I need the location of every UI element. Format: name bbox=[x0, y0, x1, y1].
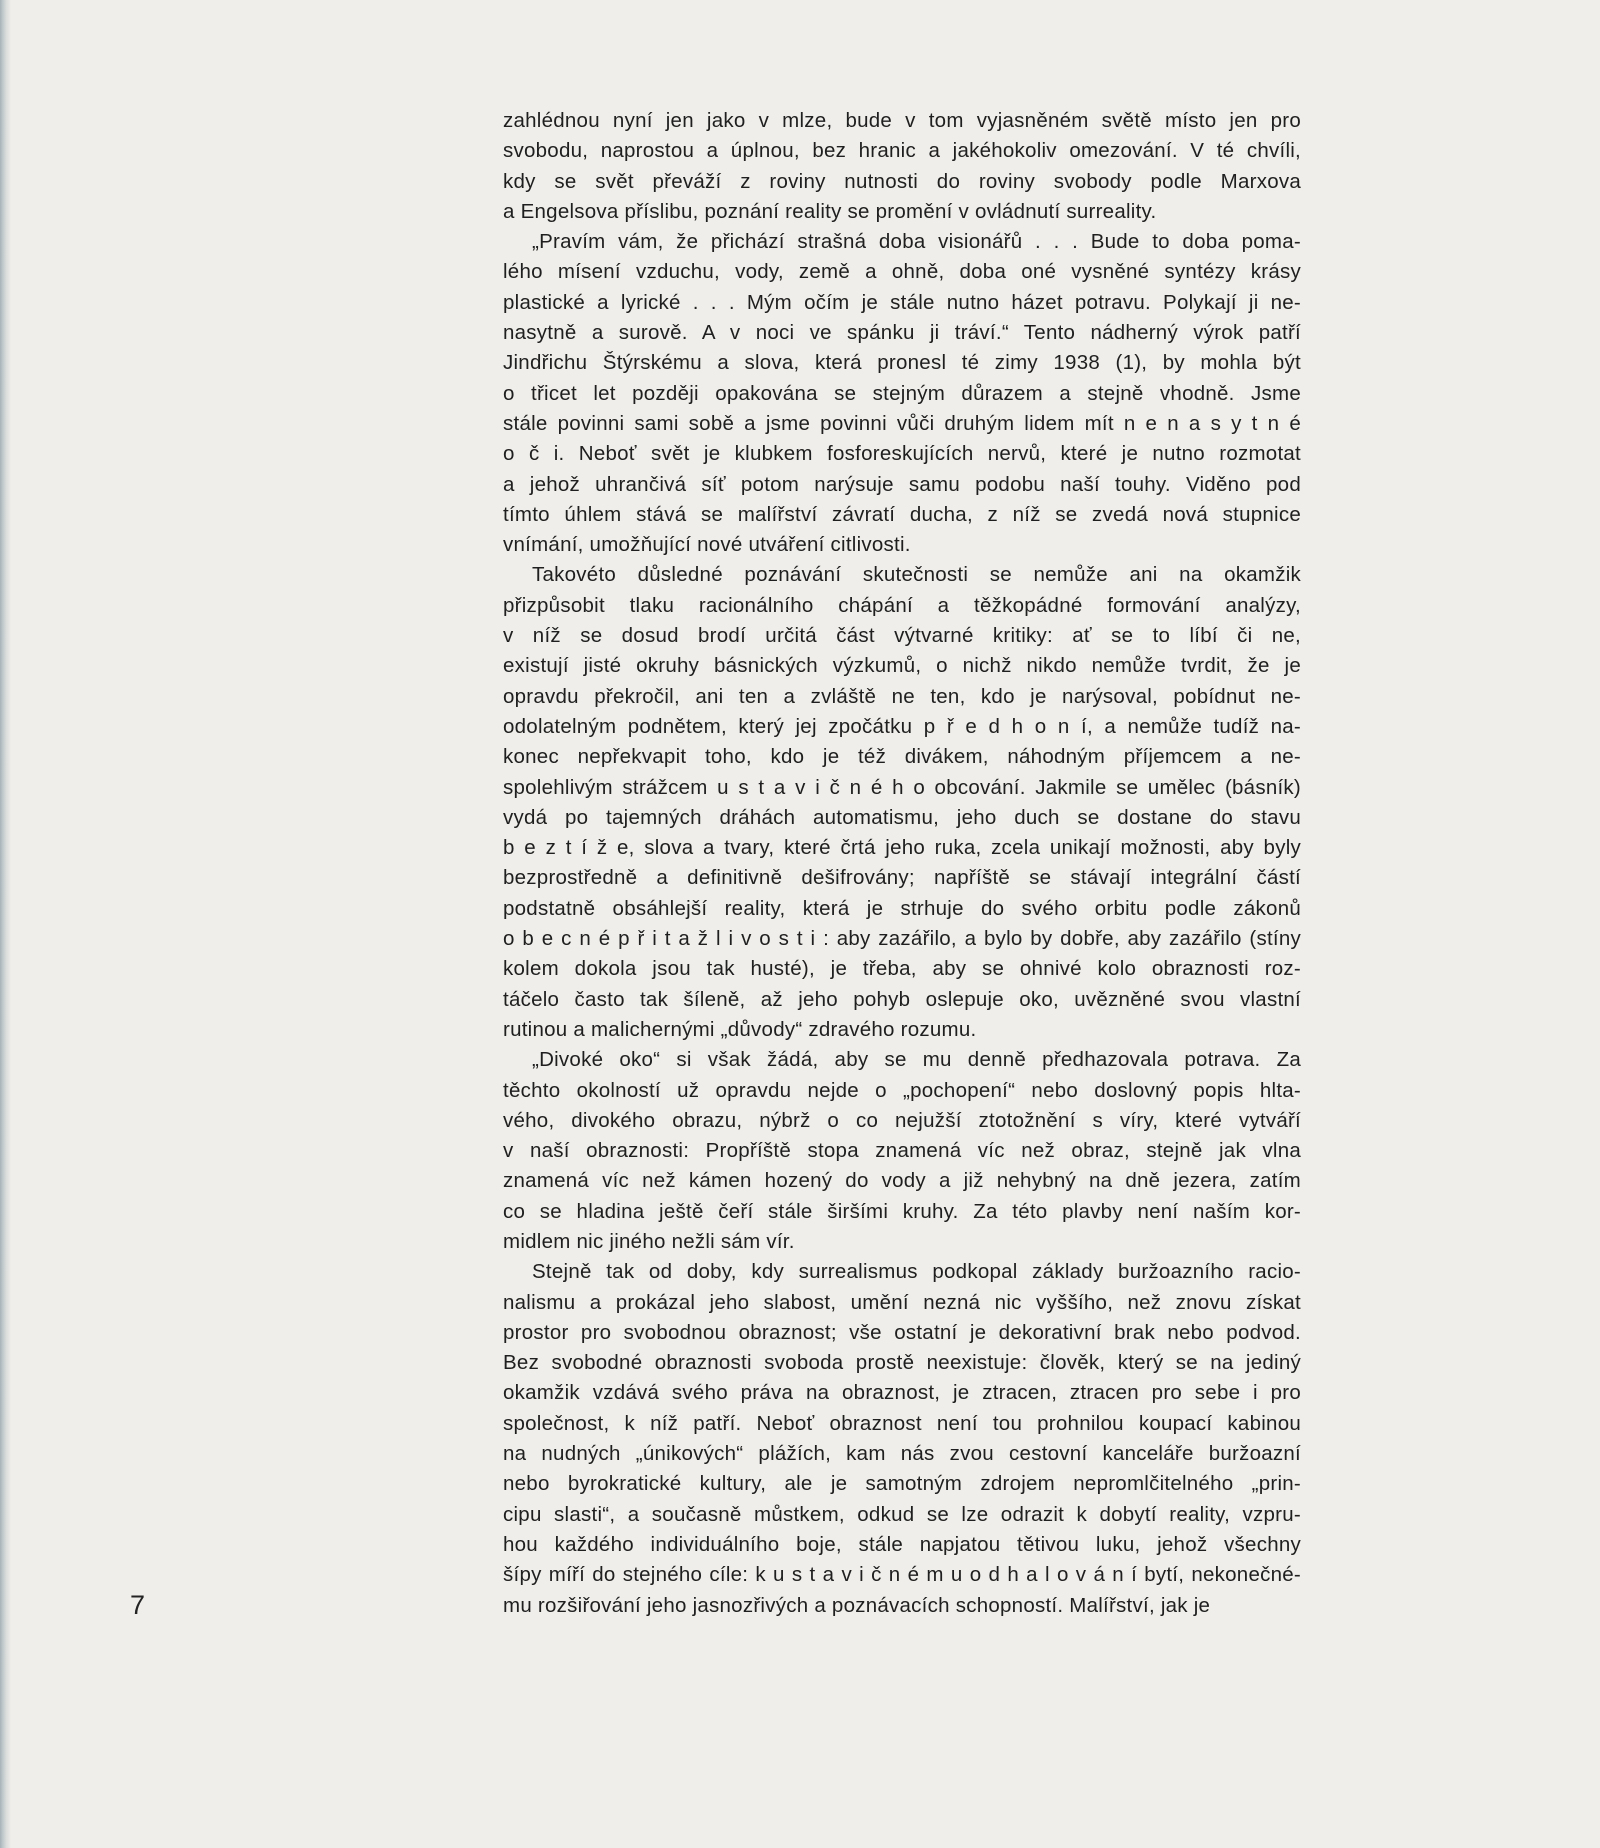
text-line: v níž se dosud brodí určitá část výtvarné kritiky: ať se to líbí či ne, bbox=[503, 624, 1301, 648]
page-number: 7 bbox=[130, 1590, 146, 1620]
text-line: podstatně obsáhlejší reality, která je strhuje do svého orbitu podle zákonů bbox=[503, 896, 1301, 920]
text-line: stále povinni sami sobě a jsme povinni vůči druhým lidem mít n e n a s y t n é bbox=[503, 411, 1301, 435]
text-line: znamená víc než kámen hozený do vody a již nehybný na dně jezera, zatím bbox=[503, 1169, 1301, 1193]
text-line: těchto okolností už opravdu nejde o „pochopení“ nebo doslovný popis hlta- bbox=[503, 1078, 1301, 1102]
text-line: Takovéto důsledné poznávání skutečnosti se nemůže ani na okamžik bbox=[532, 563, 1301, 587]
text-line: kolem dokola jsou tak husté), je třeba, aby se ohnivé kolo obraznosti roz- bbox=[503, 957, 1301, 981]
text-line: plastické a lyrické . . . Mým očím je stále nutno házet potravu. Polykají ji ne- bbox=[503, 290, 1301, 314]
text-line: a jehož uhrančivá síť potom narýsuje samu podobu naší touhy. Viděno pod bbox=[503, 472, 1301, 496]
text-line: bezprostředně a definitivně dešifrovány; napříště se stávají integrální částí bbox=[503, 866, 1301, 890]
text-line: nebo byrokratické kultury, ale je samotným zdrojem nepromlčitelného „prin- bbox=[503, 1472, 1301, 1496]
text-line: odolatelným podnětem, který jej zpočátku p ř e d h o n í, a nemůže tudíž na- bbox=[503, 714, 1301, 738]
text-line: „Divoké oko“ si však žádá, aby se mu denně předhazovala potrava. Za bbox=[532, 1048, 1301, 1072]
text-column bbox=[503, 106, 1301, 1621]
text-line: o b e c n é p ř i t a ž l i v o s t i : aby zazářilo, a bylo by dobře, aby zazářilo (stíny bbox=[503, 927, 1301, 951]
text-line: opravdu překročil, ani ten a zvláště ne ten, kdo je narýsoval, pobídnut ne- bbox=[503, 684, 1301, 708]
text-line: Stejně tak od doby, kdy surrealismus podkopal základy buržoazního racio- bbox=[532, 1260, 1301, 1284]
text-line: na nudných „únikových“ plážích, kam nás zvou cestovní kanceláře buržoazní bbox=[503, 1442, 1301, 1466]
text-line: vého, divokého obrazu, nýbrž o co nejužší ztotožnění s víry, které vytváří bbox=[503, 1108, 1301, 1132]
text-line: šípy míří do stejného cíle: k u s t a v i č n é m u o d h a l o v á n í bytí, nekonečné- bbox=[503, 1563, 1301, 1587]
text-line: rutinou a malichernými „důvody“ zdravého rozumu. bbox=[503, 1017, 977, 1041]
text-line: Jindřichu Štýrskému a slova, která pronesl té zimy 1938 (1), by mohla být bbox=[503, 351, 1301, 375]
text-line: svobodu, naprostou a úplnou, bez hranic a jakéhokoliv omezování. V té chvíli, bbox=[503, 139, 1301, 163]
text-line: vydá po tajemných dráhách automatismu, jeho duch se dostane do stavu bbox=[503, 805, 1301, 829]
text-line: společnost, k níž patří. Neboť obraznost není tou prohnilou koupací kabinou bbox=[503, 1411, 1301, 1435]
text-line: vnímání, umožňující nové utváření citlivosti. bbox=[503, 533, 911, 557]
text-line: v naší obraznosti: Propříště stopa znamená víc než obraz, stejně jak vlna bbox=[503, 1139, 1301, 1163]
text-line: cipu slasti“, a současně můstkem, odkud se lze odrazit k dobytí reality, vzpru- bbox=[503, 1502, 1301, 1526]
text-line: o č i. Neboť svět je klubkem fosforeskujících nervů, které je nutno rozmotat bbox=[503, 442, 1301, 466]
text-line: hou každého individuálního boje, stále napjatou tětivou luku, jehož všechny bbox=[503, 1532, 1301, 1556]
text-line: nasytně a surově. A v noci ve spánku ji tráví.“ Tento nádherný výrok patří bbox=[503, 321, 1301, 345]
text-line: zahlédnou nyní jen jako v mlze, bude v tom vyjasněném světě místo jen pro bbox=[503, 109, 1301, 132]
text-line: co se hladina ještě čeří stále širšími kruhy. Za této plavby není naším kor- bbox=[503, 1199, 1301, 1223]
text-line: mu rozšiřování jeho jasnozřivých a poznávacích schopností. Malířství, jak je bbox=[503, 1593, 1211, 1617]
text-line: „Pravím vám, že přichází strašná doba visionářů . . . Bude to doba poma- bbox=[532, 230, 1301, 254]
text-line: a Engelsova příslibu, poznání reality se promění v ovládnutí surreality. bbox=[503, 199, 1157, 223]
text-line: midlem nic jiného nežli sám vír. bbox=[503, 1229, 795, 1253]
text-line: okamžik vzdává svého práva na obraznost, je ztracen, ztracen pro sebe i pro bbox=[503, 1381, 1301, 1405]
text-line: konec nepřekvapit toho, kdo je též divákem, náhodným příjemcem a ne- bbox=[503, 745, 1301, 769]
text-line: o třicet let později opakována se stejným důrazem a stejně vhodně. Jsme bbox=[503, 381, 1301, 405]
text-line: lého mísení vzduchu, vody, země a ohně, doba oné vysněné syntézy krásy bbox=[503, 260, 1301, 284]
text-line: b e z t í ž e, slova a tvary, které črtá jeho ruka, zcela unikají možnosti, aby byly bbox=[503, 836, 1301, 860]
text-line: Bez svobodné obraznosti svoboda prostě neexistuje: člověk, který se na jediný bbox=[503, 1351, 1301, 1375]
text-line: přizpůsobit tlaku racionálního chápání a těžkopádné formování analýzy, bbox=[503, 593, 1301, 617]
text-line: existují jisté okruhy básnických výzkumů, o nichž nikdo nemůže tvrdit, že je bbox=[503, 654, 1301, 678]
text-line: táčelo často tak šíleně, až jeho pohyb oslepuje oko, uvězněné svou vlastní bbox=[503, 987, 1301, 1011]
text-line: tímto úhlem stává se malířství závratí ducha, z níž se zvedá nová stupnice bbox=[503, 502, 1301, 526]
text-line: prostor pro svobodnou obraznost; vše ostatní je dekorativní brak nebo podvod. bbox=[503, 1320, 1301, 1344]
scan-edge bbox=[0, 0, 11, 1848]
text-line: nalismu a prokázal jeho slabost, umění nezná nic vyššího, než znovu získat bbox=[503, 1290, 1301, 1314]
text-line: spolehlivým strážcem u s t a v i č n é h o obcování. Jakmile se umělec (básník) bbox=[503, 775, 1301, 799]
text-line: kdy se svět převáží z roviny nutnosti do roviny svobody podle Marxova bbox=[503, 169, 1301, 193]
